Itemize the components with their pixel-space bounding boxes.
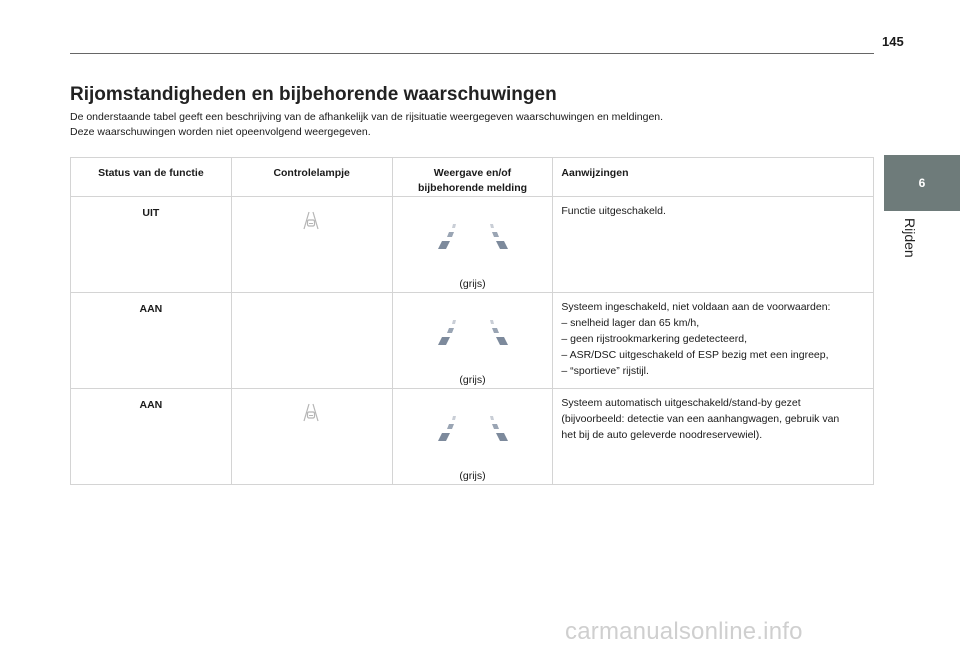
- header-status: Status van de functie: [71, 158, 232, 197]
- note-line: (bijvoorbeeld: detectie van een aanhangwagen, gebruik van: [561, 413, 840, 425]
- chapter-label: Rijden: [902, 218, 918, 258]
- display-color-note: (grijs): [459, 470, 486, 482]
- notes-cell: [553, 293, 874, 389]
- header-lamp: Controlelampje: [231, 158, 392, 197]
- note-line: Systeem ingeschakeld, niet voldaan aan de voorwaarden:: [561, 301, 831, 313]
- table-row: [71, 293, 874, 389]
- page-number: 145: [882, 34, 904, 49]
- note-line: – ASR/DSC uitgeschakeld of ESP bezig met een ingreep,: [561, 349, 829, 361]
- lane-departure-lamp-icon: [300, 401, 322, 426]
- table-row: [71, 197, 874, 293]
- intro: [70, 110, 663, 140]
- note-line: – geen rijstrookmarkering gedetecteerd,: [561, 333, 747, 345]
- header-display-line2: bijbehorende melding: [417, 182, 528, 194]
- note-line: Functie uitgeschakeld.: [561, 205, 666, 217]
- section-title: Rijomstandigheden en bijbehorende waarschuwingen: [70, 84, 557, 105]
- note-line: – snelheid lager dan 65 km/h,: [561, 317, 700, 329]
- lane-markings-icon: [426, 411, 520, 446]
- table-header-row: [71, 158, 874, 197]
- note-line: – “sportieve” rijstijl.: [561, 365, 649, 377]
- display-color-note: (grijs): [459, 374, 486, 386]
- display-color-note: (grijs): [459, 278, 486, 290]
- intro-line: Deze waarschuwingen worden niet opeenvolgend weergegeven.: [70, 126, 371, 138]
- display-cell: [392, 389, 553, 485]
- display-cell: [392, 197, 553, 293]
- intro-line: De onderstaande tabel geeft een beschrijving van de afhankelijk van de rijsituatie weergegeven waarschuwingen en meldingen.: [70, 111, 664, 123]
- watermark: carmanualsonline.info: [565, 618, 803, 645]
- lane-departure-lamp-icon: [300, 209, 322, 234]
- note-line: het bij de auto geleverde noodreservewiel).: [561, 429, 763, 441]
- header-notes: Aanwijzingen: [553, 158, 874, 197]
- status-cell: UIT: [71, 197, 232, 293]
- header-rule: [70, 53, 874, 54]
- chapter-tab[interactable]: 6: [884, 155, 960, 211]
- warnings-table: [70, 157, 874, 485]
- header-display-line1: Weergave en/of: [433, 167, 512, 179]
- lamp-cell: [231, 389, 392, 485]
- lamp-cell: [231, 293, 392, 389]
- header-display: [392, 158, 553, 197]
- notes-cell: [553, 197, 874, 293]
- notes-cell: [553, 389, 874, 485]
- lane-markings-icon: [426, 315, 520, 350]
- status-cell: AAN: [71, 389, 232, 485]
- note-line: Systeem automatisch uitgeschakeld/stand-by gezet: [561, 397, 801, 409]
- lane-markings-icon: [426, 219, 520, 254]
- table-row: [71, 389, 874, 485]
- lamp-cell: [231, 197, 392, 293]
- display-cell: [392, 293, 553, 389]
- status-cell: AAN: [71, 293, 232, 389]
